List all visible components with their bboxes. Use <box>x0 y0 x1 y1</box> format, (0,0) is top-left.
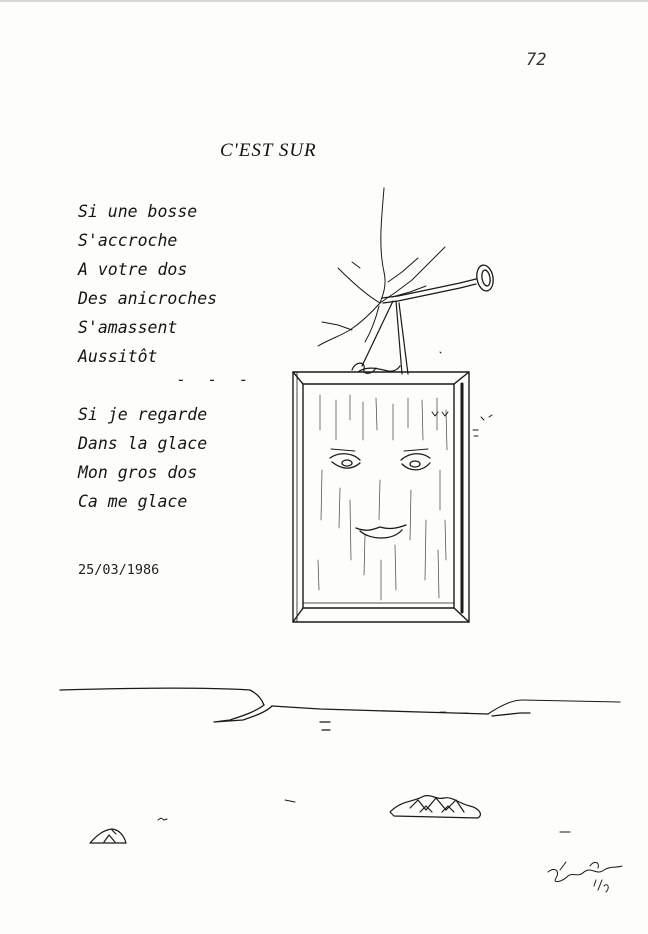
glass-reflection <box>318 395 447 600</box>
verse-line: Dans la glace <box>78 434 208 453</box>
rock-small <box>90 829 126 843</box>
horizon-landscape <box>60 688 620 730</box>
page-number: 72 <box>526 50 547 70</box>
poem-date: 25/03/1986 <box>78 562 160 578</box>
verse-line: Des anicroches <box>78 289 218 308</box>
verse-line: S'accroche <box>78 231 178 250</box>
nail-icon <box>382 264 495 303</box>
verse-line: Aussitôt <box>78 347 158 366</box>
verse-line: Si une bosse <box>78 202 198 221</box>
verse-line: Ca me glace <box>78 492 188 511</box>
verse-line: Si je regarde <box>78 405 208 424</box>
stanza-separator: - - - <box>176 370 255 389</box>
verse-line: S'amassent <box>78 318 178 337</box>
ground-marks <box>158 800 570 832</box>
rock-cluster <box>390 796 480 818</box>
wall-crack <box>318 188 445 346</box>
poem-title: C'EST SUR <box>220 140 317 161</box>
verse-line: Mon gros dos <box>78 463 198 482</box>
verse-line: A votre dos <box>78 260 188 279</box>
artist-signature <box>548 862 622 892</box>
hanging-cord <box>352 301 408 374</box>
